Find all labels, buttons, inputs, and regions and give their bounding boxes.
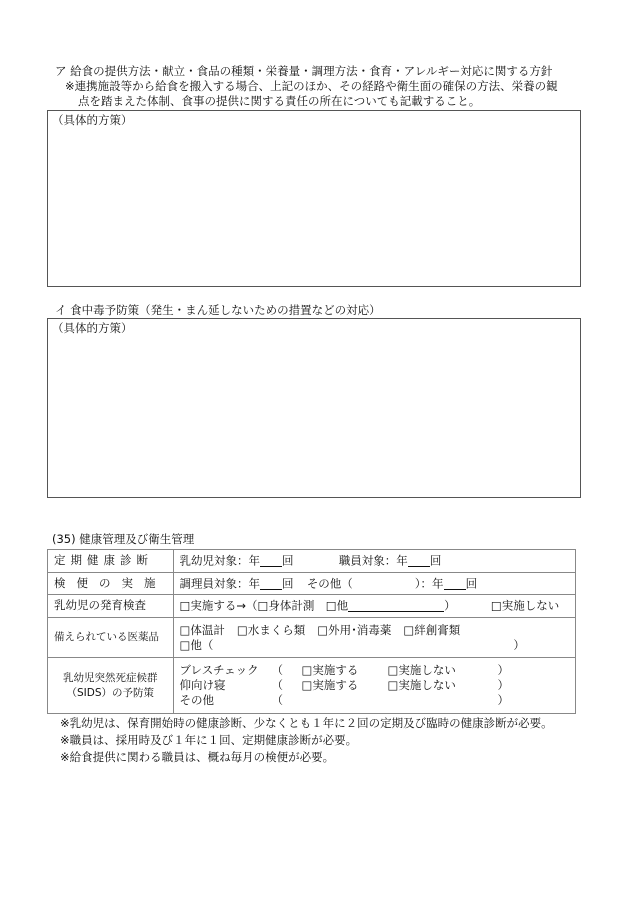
note-infant-checkup: ※乳幼児は、保育開始時の健康診断、少なくとも１年に２回の定期及び臨時の健康診断が必要。 bbox=[60, 716, 553, 730]
staff-checkup-count-field[interactable] bbox=[408, 555, 430, 567]
medicine-disinfectant-checkbox[interactable]: □外用･消毒薬 bbox=[317, 622, 392, 637]
section-a-note-line2: 点を踏まえた体制、食事の提供に関する責任の所在についても記載すること。 bbox=[78, 94, 481, 108]
sids-label-line1: 乳幼児突然死症候群 bbox=[63, 671, 158, 684]
row-content bbox=[173, 550, 576, 573]
sids-supine-sleep: 仰向け寝 （ □実施する □実施しない ） bbox=[179, 678, 509, 692]
growth-other-field[interactable] bbox=[348, 600, 444, 612]
sids-item-name: 仰向け寝 bbox=[179, 678, 226, 692]
section-35-title: (35) 健康管理及び衛生管理 bbox=[52, 532, 195, 546]
section-a-answer-box[interactable] bbox=[47, 110, 581, 287]
row-label: 備えられている医薬品 bbox=[48, 618, 174, 658]
other-stool-unit: 回 bbox=[465, 576, 478, 590]
note-stool-test: ※給食提供に関わる職員は、概ね毎月の検便が必要。 bbox=[60, 750, 335, 764]
section-b-box-label: （具体的方策） bbox=[52, 321, 133, 335]
row-label: 検便の実施 bbox=[48, 573, 174, 595]
note-staff-checkup: ※職員は、採用時及び１年に１回、定期健康診断が必要。 bbox=[60, 733, 358, 747]
medicine-other-close: ） bbox=[513, 637, 525, 652]
row-content bbox=[173, 618, 576, 658]
medicine-ice-pillow-checkbox[interactable]: □水まくら類 bbox=[236, 622, 306, 637]
growth-body-measure-checkbox[interactable]: □身体計測 bbox=[257, 598, 315, 613]
other-stool-label: その他（ bbox=[306, 576, 353, 590]
section-b-title: イ 食中毒予防策（発生・まん延しないための措置などの対応） bbox=[55, 303, 381, 317]
staff-checkup-unit: 回 bbox=[429, 553, 442, 568]
table-row-stool-test bbox=[48, 573, 576, 595]
growth-close: ） bbox=[444, 598, 456, 613]
growth-other-checkbox[interactable]: □他 bbox=[325, 598, 349, 613]
supine-sleep-yes-checkbox[interactable]: □実施する bbox=[301, 678, 359, 692]
row-label: 定期健康診断 bbox=[48, 550, 174, 573]
growth-do-checkbox[interactable]: □実施する→（ bbox=[179, 598, 258, 613]
health-management-table bbox=[47, 549, 576, 714]
row-label bbox=[48, 658, 174, 714]
growth-not-checkbox[interactable]: □実施しない bbox=[490, 598, 560, 613]
breath-check-no-checkbox[interactable]: □実施しない bbox=[387, 663, 456, 677]
section-a-title: ア 給食の提供方法・献立・食品の種類・栄養量・調理方法・食育・アレルギー対応に関する方針 bbox=[55, 64, 553, 78]
other-stool-count-field[interactable] bbox=[444, 578, 466, 590]
table-row-sids bbox=[48, 658, 576, 714]
table-row-medicines bbox=[48, 618, 576, 658]
section-b-answer-box[interactable] bbox=[47, 318, 581, 498]
sids-label-line2: （SIDS）の予防策 bbox=[66, 686, 154, 699]
infant-checkup-count-field[interactable] bbox=[260, 555, 282, 567]
medicine-thermometer-checkbox[interactable]: □体温計 bbox=[179, 622, 225, 637]
row-content bbox=[173, 595, 576, 618]
infant-checkup-unit: 回 bbox=[282, 553, 294, 568]
sids-item-name: その他 bbox=[179, 693, 214, 707]
infant-checkup-label: 乳幼児対象：年 bbox=[179, 553, 260, 568]
table-row-periodic-checkup bbox=[48, 550, 576, 573]
medicine-other-checkbox[interactable]: □他（ bbox=[179, 637, 214, 652]
row-content bbox=[173, 573, 576, 595]
row-label: 乳幼児の発育検査 bbox=[48, 595, 174, 618]
sids-item-name: ブレスチェック bbox=[179, 663, 259, 677]
medicine-bandage-checkbox[interactable]: □絆創膏類 bbox=[403, 622, 461, 637]
section-a-box-label: （具体的方策） bbox=[52, 113, 133, 127]
row-content bbox=[173, 658, 576, 714]
cook-stool-count-field[interactable] bbox=[260, 578, 282, 590]
cook-stool-label: 調理員対象：年 bbox=[179, 576, 260, 590]
section-a-note-line1: ※連携施設等から給食を搬入する場合、上記のほか、その経路や衛生面の確保の方法、栄養の観 bbox=[65, 79, 558, 93]
staff-checkup-label: 職員対象：年 bbox=[338, 553, 408, 568]
supine-sleep-no-checkbox[interactable]: □実施しない bbox=[387, 678, 456, 692]
breath-check-yes-checkbox[interactable]: □実施する bbox=[301, 663, 359, 677]
other-stool-close: ）：年 bbox=[414, 576, 444, 590]
table-row-growth-check bbox=[48, 595, 576, 618]
cook-stool-unit: 回 bbox=[282, 576, 294, 590]
sids-other: その他 （ ） bbox=[179, 693, 509, 707]
sids-breath-check: ブレスチェック （ □実施する □実施しない ） bbox=[179, 663, 509, 677]
